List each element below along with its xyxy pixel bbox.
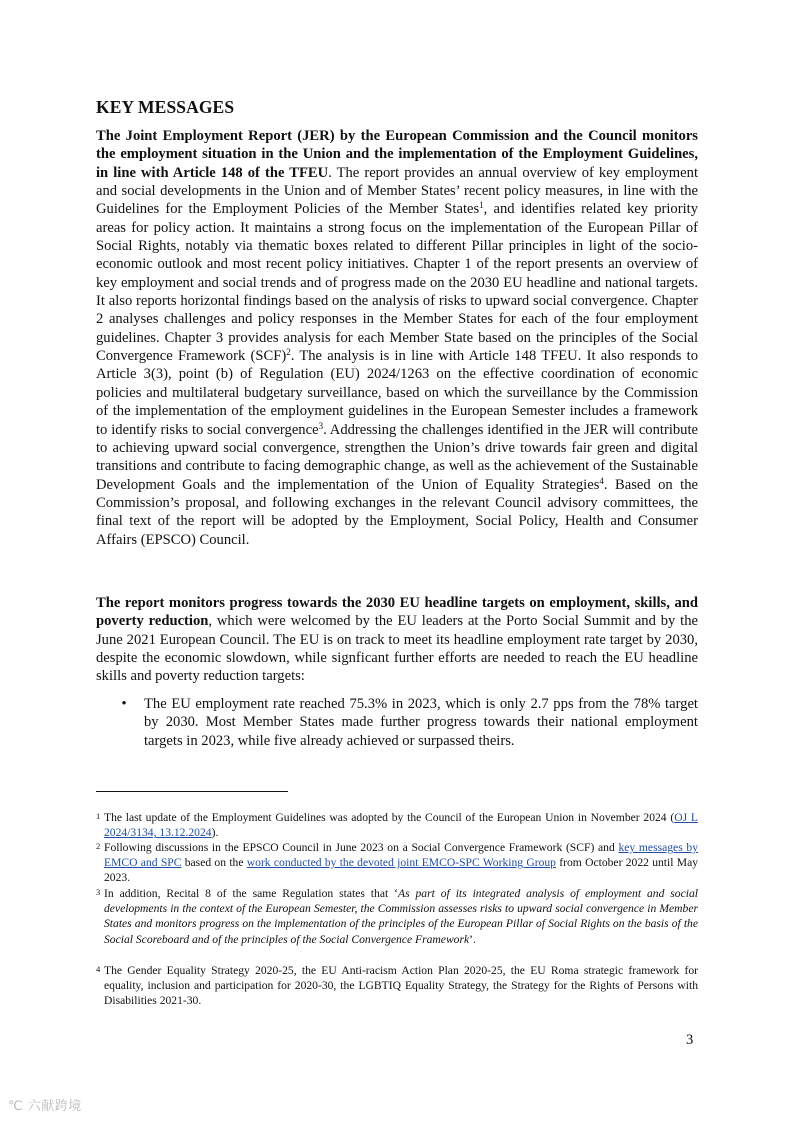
footnote-text: The last update of the Employment Guidelines was adopted by the Council of the European Union in November 2024 (	[104, 811, 675, 824]
footnote-divider	[96, 791, 288, 792]
footnote-3	[96, 886, 698, 947]
footnote-ref-1[interactable]: 1	[479, 200, 484, 211]
working-group-link[interactable]: work conducted by the devoted joint EMCO-SPC Working Group	[246, 856, 556, 870]
intro-bold-lead: The Joint Employment Report (JER) by the European Commission and the Council monitors the employment situation in the Union and the implementation of the Employment Guidelines, in line with Article 148 of the TFEU	[96, 128, 698, 181]
footnote-number: 4	[96, 964, 101, 974]
section-heading: KEY MESSAGES	[96, 97, 235, 117]
intro-text-4: . Addressing the challenges identified in the JER will contribute to achieving upward social convergence, strengthen the Union’s drive towards fair green and digital transitions and contribute to facing demographic change, as well as the achievement of the Sustainable Development Goals and the implementation of the Union of Equality Strategies	[96, 421, 698, 493]
footnote-4	[96, 963, 698, 1009]
targets-bold-lead: The report monitors progress towards the 2030 EU headline targets on employment, skills, and poverty reduction	[96, 595, 698, 630]
bullet-icon: •	[121, 696, 127, 712]
footnote-text: based on the	[181, 856, 247, 870]
footnote-text: from October 2022 until May 2023.	[104, 856, 699, 885]
list-item-text: The EU employment rate reached 75.3% in 2023, which is only 2.7 pps from the 78% target by 2030. Most Member States made further progress towards their national employment targets in 2023, while five already achieved or surpassed theirs.	[144, 696, 698, 749]
intro-text-1: . The report provides an annual overview of key employment and social developments in the Union and of Member States’ recent policy measures, in line with the Guidelines for the Employment Policies of the Member States	[96, 164, 698, 218]
footnote-number: 1	[96, 811, 101, 821]
intro-text-3: . The analysis is in line with Article 148 TFEU. It also responds to Article 3(3), point (b) of Regulation (EU) 2024/1263 on the effective coordination of economic policies and multilateral budgetary surveillance, based on which the surveillance by the Commission of the implementation of the employment guidelines in the European Semester includes a framework to identify risks to social convergence	[96, 348, 698, 438]
footnote-text: Following discussions in the EPSCO Council in June 2023 on a Social Convergence Framework (SCF) and	[104, 841, 619, 854]
watermark-logo: ℃ 六献跨境	[8, 1099, 82, 1114]
intro-text-5: . Based on the Commission’s proposal, and following exchanges in the relevant Council advisory committees, the final text of the report will be adopted by the Employment, Social Policy, Health and Consumer Affairs (EPSCO) Council.	[96, 476, 698, 548]
footnote-2	[96, 840, 698, 886]
footnote-quote: As part of its integrated analysis of employment and social developments in the context of the European Semester, the Commission assesses risks to upward social convergence in Member States and monitors progress on the implementation of the principles of the European Pillar of Social Rights on the basis of the Social Scoreboard and of the principles of the Social Convergence Framework	[104, 887, 698, 946]
intro-text-2: , and identifies related key priority areas for policy action. It maintains a strong focus on the implementation of the European Pillar of Social Rights, notably via thematic boxes related to different Pillar principles in light of the socio-economic outlook and most recent policy initiatives. Chapter 1 of the report presents an overview of key employment and social trends and of progress made on the 2030 EU headline and national targets. It also reports horizontal findings based on the analysis of risks to upward social convergence. Chapter 2 analyses challenges and policy responses in the Member States for each of the four employment guidelines. Chapter 3 provides analysis for each Member State based on the principles of the Social Convergence Framework (SCF)	[96, 201, 698, 365]
footnote-text: ).	[211, 826, 219, 840]
footnote-ref-2[interactable]: 2	[286, 347, 291, 358]
footnote-text: In addition, Recital 8 of the same Regulation states that ‘	[104, 887, 398, 900]
footnote-ref-4[interactable]: 4	[599, 475, 604, 486]
key-messages-link[interactable]: key messages by EMCO and SPC	[104, 841, 699, 870]
paragraph-intro	[96, 127, 698, 549]
page-number: 3	[686, 1032, 694, 1048]
footnote-number: 2	[96, 841, 101, 851]
targets-text: , which were welcomed by the EU leaders at the Porto Social Summit and by the June 2021 European Council. The EU is on track to meet its headline employment rate target by 2030, despite the economic slowdown, while signficant further efforts are needed to reach the EU headline skills and poverty reduction targets:	[96, 613, 698, 685]
oj-link[interactable]: OJ L 2024/3134, 13.12.2024	[104, 811, 698, 840]
paragraph-targets	[96, 594, 698, 686]
footnote-text: The Gender Equality Strategy 2020-25, the EU Anti-racism Action Plan 2020-25, the EU Roma strategic framework for equality, inclusion and participation for 2020-30, the LGBTIQ Equality Strategy, the Strategy for the Rights of Persons with Disabilities 2021-30.	[104, 964, 698, 1008]
footnote-number: 3	[96, 887, 101, 897]
footnote-1	[96, 810, 698, 840]
footnote-ref-3[interactable]: 3	[318, 420, 324, 431]
footnote-text: ’.	[469, 932, 476, 946]
